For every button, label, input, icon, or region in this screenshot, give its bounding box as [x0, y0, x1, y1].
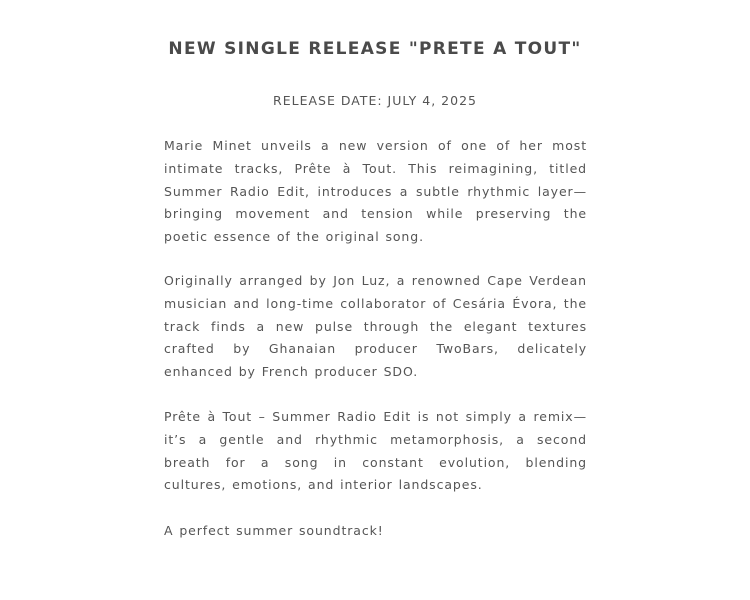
- release-date: RELEASE DATE: JULY 4, 2025: [273, 93, 477, 108]
- paragraph-arrangement: Originally arranged by Jon Luz, a renowned Cape Verdean musician and long-time collaborator of Cesária Évora, the track finds a new pulse through the elegant textures crafted by Ghanaian producer TwoBars, delicately enhanced by French producer SDO.: [164, 273, 587, 380]
- paragraph-intro: Marie Minet unveils a new version of one of her most intimate tracks, Prête à Tout. This reimagining, titled Summer Radio Edit, introduces a subtle rhythmic layer—bringing movement and tension while preserving the poetic essence of the original song.: [164, 138, 587, 245]
- paragraph-remix-description: Prête à Tout – Summer Radio Edit is not simply a remix—it’s a gentle and rhythmic metamorphosis, a second breath for a song in constant evolution, blending cultures, emotions, and interior landscapes.: [164, 409, 587, 493]
- paragraph-closing: A perfect summer soundtrack!: [164, 523, 384, 538]
- page-title: NEW SINGLE RELEASE "PRETE A TOUT": [168, 39, 582, 59]
